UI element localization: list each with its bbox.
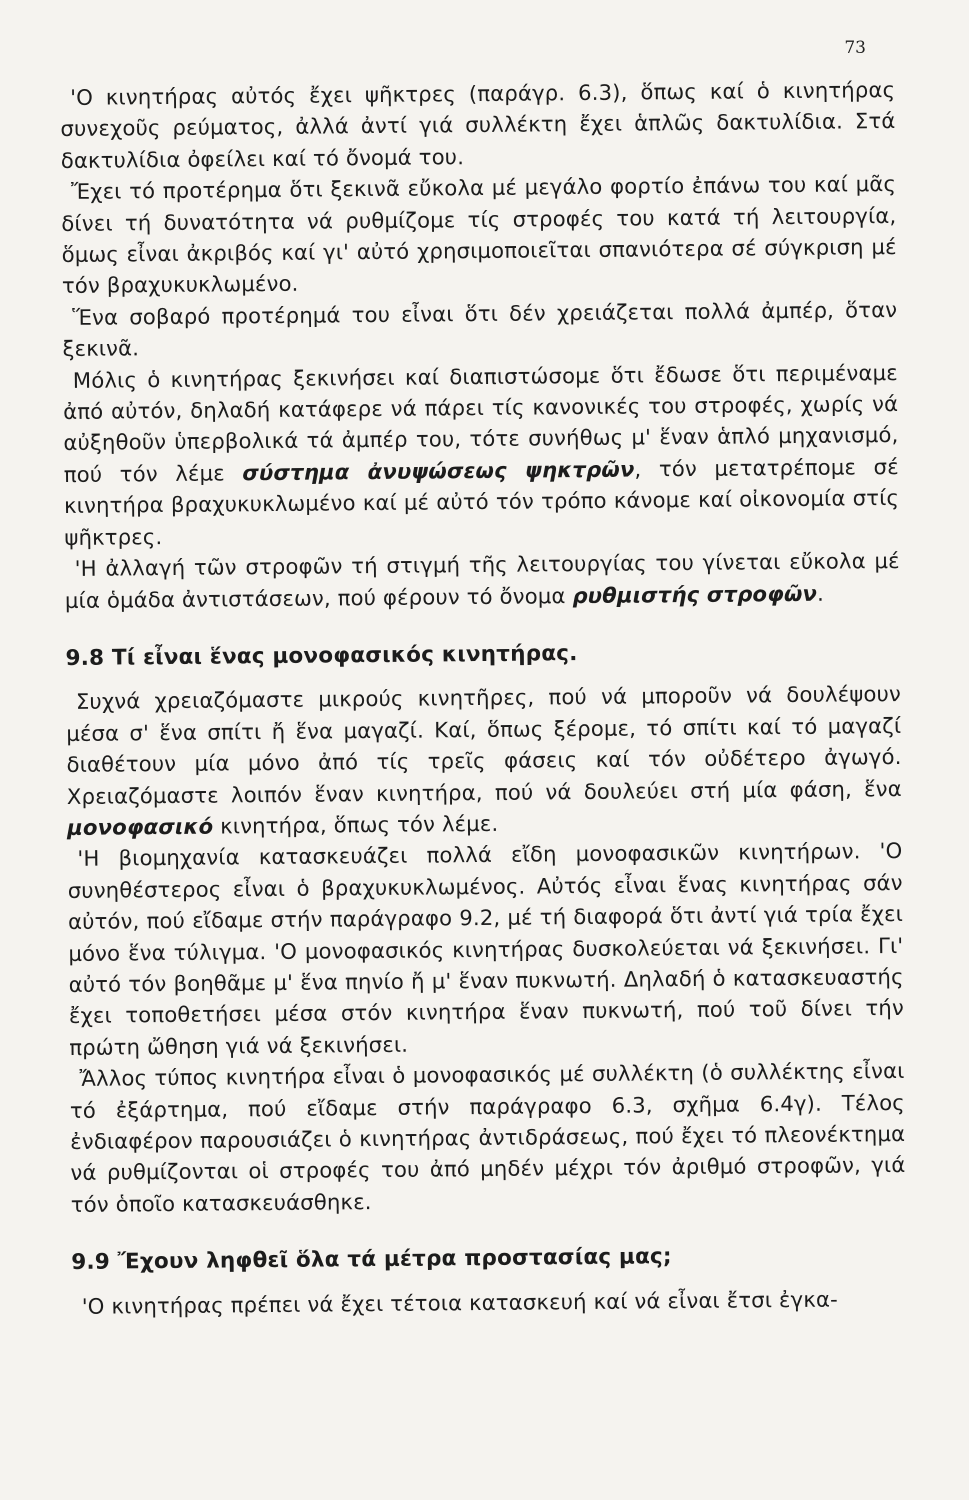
text-run: Συχνά χρειαζόμαστε μικρούς κινητῆρες, πού νά μποροῦν νά δουλέψουν μέσα σ' ἕνα σπίτι ἤ ἕνα μαγαζί. Καί, ὅπως ξέρομε, τό σπίτι καί τό μαγαζί διαθέτουν μία μόνο ἀπό τίς τρεῖς φάσεις καί τόν οὐδέτερο ἀγωγό. Χρειαζόμαστε λοιπόν ἕναν κινητήρα, πού νά δουλεύει στή μία φάση, ἕνα (66, 681, 902, 809)
text-run: Μόλις ὁ κινητήρας ξεκινήσει καί διαπιστώσομε ὅτι ἔδωσε ὅτι περιμέναμε ἀπό αὐτόν, δηλαδή κατάφερε νά πάρει τίς κανονικές του στροφές, χωρίς νά αὐξηθοῦν ὑπερβολικά τά ἀμπέρ του, τότε συνήθως μ' ἕναν ἁπλό μηχανισμό, πού τόν λέμε (63, 359, 899, 487)
text-run: , τόν μετατρέπομε σέ κινητήρα βραχυκυκλωμένο καί μέ αὐτό τόν τρόπο κάνομε καί οἰκονομία στίς ψῆκτρες. (63, 453, 900, 550)
section-title: Ἔχουν ληφθεῖ ὅλα τά μέτρα προστασίας μας; (117, 1244, 672, 1275)
paragraph (62, 294, 898, 365)
text-run: . (816, 580, 825, 606)
emphasized-term: ρυθμιστής στροφῶν (572, 580, 818, 608)
text-run: Ἕνα σοβαρό προτέρημά του εἶναι ὅτι δέν χρειάζεται πολλά ἀμπέρ, ὅταν ξεκινᾶ. (62, 296, 898, 362)
section-title: Τί εἶναι ἕνας μονοφασικός κινητήρας. (111, 640, 578, 671)
paragraph (65, 545, 901, 616)
paragraph (60, 74, 896, 176)
page-number: 73 (844, 38, 866, 58)
text-run: 'Η βιομηχανία κατασκευάζει πολλά εἴδη μονοφασικῶν κινητήρων. 'Ο συνηθέστερος εἶναι ὁ βραχυκυκλωμένος. Αὐτός εἶναι ἕνας κινητήρας σάν αὐτόν, πού εἴδαμε στήν παράγραφο 9.2, μέ τή διαφορά ὅτι ἀντί γιά τρία ἔχει μόνο ἕνα τύλιγμα. 'Ο μονοφασικός κινητήρας δυσκολεύεται νά ξεκινήσει. Γι' αὐτό τόν βοηθᾶμε μ' ἕνα πηνίο ἤ μ' ἕναν πυκνωτή. Δηλαδή ὁ κατασκευαστής ἔχει τοποθετήσει μέσα στόν κινητήρα ἕναν πυκνωτή, πού τοῦ δίνει τήν πρώτη ὤθηση γιά νά ξεκινήσει. (67, 838, 905, 1060)
paragraph (69, 1055, 905, 1220)
text-run: 'Ο κινητήρας πρέπει νά ἔχει τέτοια κατασκευή καί νά εἶναι ἔτσι ἐγκα- (81, 1286, 838, 1319)
text-run: κινητήρα, ὅπως τόν λέμε. (213, 810, 499, 839)
emphasized-term: σύστημα ἀνυψώσεως ψηκτρῶν (242, 456, 635, 486)
paragraph (61, 168, 897, 302)
paragraph (66, 678, 902, 843)
paragraph (67, 835, 904, 1063)
text-run: 'Ο κινητήρας αὐτός ἔχει ψῆκτρες (παράγρ. 6.3), ὅπως καί ὁ κινητήρας συνεχοῦς ρεύματος, ἀλλά ἀντί γιά συλλέκτη ἔχει ἁπλῶς δακτυλίδια. Στά δακτυλίδια ὀφείλει καί τό ὄνομά του. (60, 76, 896, 173)
body-text (60, 74, 907, 1322)
section-heading-9-8 (65, 635, 900, 674)
text-run: Ἄλλος τύπος κινητήρα εἶναι ὁ μονοφασικός μέ συλλέκτη (ὁ συλλέκτης εἶναι τό ἐξάρτημα, πού εἴδαμε στήν παράγραφο 6.3, σχῆμα 6.4γ). Τέλος ἐνδιαφέρον παρουσιάζει ὁ κινητήρας ἀντιδράσεως, πού ἔχει τό πλεονέκτημα νά ρυθμίζονται οἱ στροφές του ἀπό μηδέν μέχρι τόν ἀριθμό στροφῶν, γιά τόν ὁποῖο κατασκευάσθηκε. (69, 1058, 906, 1217)
paragraph (63, 357, 900, 553)
text-run: 'Η ἀλλαγή τῶν στροφῶν τή στιγμή τῆς λειτουργίας του γίνεται εὔκολα μέ μία ὁμάδα ἀντιστάσεων, πού φέρουν τό ὄνομα (64, 548, 900, 613)
section-heading-9-9 (71, 1239, 906, 1278)
paragraph (72, 1283, 907, 1322)
text-run: Ἔχει τό προτέρημα ὅτι ξεκινᾶ εὔκολα μέ μεγάλο φορτίο ἐπάνω του καί μᾶς δίνει τή δυνατότητα νά ρυθμίζομε τίς στροφές του κατά τή λειτουργία, ὅμως εἶναι ἀκριβός καί γι' αὐτό χρησιμοποιεῖται σπανιότερα σέ σύγκριση μέ τόν βραχυκυκλωμένο. (61, 171, 897, 299)
section-number: 9.8 (65, 645, 105, 671)
section-number: 9.9 (71, 1249, 111, 1276)
emphasized-term: μονοφασικό (67, 813, 214, 840)
